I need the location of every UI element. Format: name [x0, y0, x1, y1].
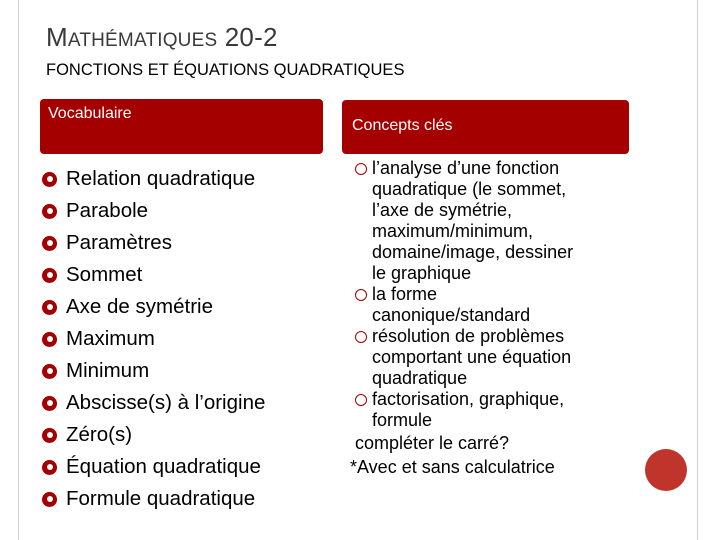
list-item: Maximum	[42, 323, 265, 355]
vocabulary-list	[42, 163, 265, 515]
bullet-icon	[42, 460, 57, 475]
plain-line: compléter le carré?	[355, 433, 510, 453]
key-concepts-list	[350, 158, 625, 479]
list-item: Minimum	[42, 355, 265, 387]
list-item: Formule quadratique	[42, 483, 265, 515]
list-item: factorisation, graphique, formule	[355, 389, 625, 431]
vocabulary-header	[40, 99, 323, 154]
plain-line: *Avec et sans calculatrice	[350, 457, 555, 477]
page-subtitle: FONCTIONS ET ÉQUATIONS QUADRATIQUES	[46, 61, 405, 79]
list-item: résolution de problèmes comportant une équation quadratique	[355, 326, 625, 389]
right-border-line	[697, 0, 698, 540]
key-concepts-header	[342, 100, 629, 154]
bullet-icon	[42, 300, 57, 315]
bullet-icon	[42, 236, 57, 251]
ring-bullet-icon	[355, 331, 367, 343]
bullet-icon	[42, 396, 57, 411]
bullet-icon	[42, 172, 57, 187]
list-item: Sommet	[42, 259, 265, 291]
list-item: Équation quadratique	[42, 451, 265, 483]
left-border-line	[18, 0, 19, 540]
list-item: Axe de symétrie	[42, 291, 265, 323]
decorative-circle	[645, 449, 687, 491]
bullet-icon	[42, 268, 57, 283]
bullet-icon	[42, 204, 57, 219]
ring-bullet-icon	[355, 163, 367, 175]
list-item: Abscisse(s) à l’origine	[42, 387, 265, 419]
ring-bullet-icon	[355, 289, 367, 301]
bullet-icon	[42, 332, 57, 347]
list-item: l’analyse d’une fonction quadratique (le sommet, l’axe de symétrie, maximum/minimum, domaine/image, dessiner le graphique	[355, 158, 625, 284]
bullet-icon	[42, 428, 57, 443]
list-item: la forme canonique/standard	[355, 284, 625, 326]
ring-bullet-icon	[355, 394, 367, 406]
key-concepts-header-label: Concepts clés	[352, 117, 453, 134]
bullet-icon	[42, 364, 57, 379]
bullet-icon	[42, 492, 57, 507]
list-item: Paramètres	[42, 227, 265, 259]
list-item: Zéro(s)	[42, 419, 265, 451]
list-item: Relation quadratique	[42, 163, 265, 195]
list-item: Parabole	[42, 195, 265, 227]
vocabulary-header-label: Vocabulaire	[48, 105, 132, 122]
page-title: MATHÉMATIQUES 20-2	[46, 22, 278, 52]
